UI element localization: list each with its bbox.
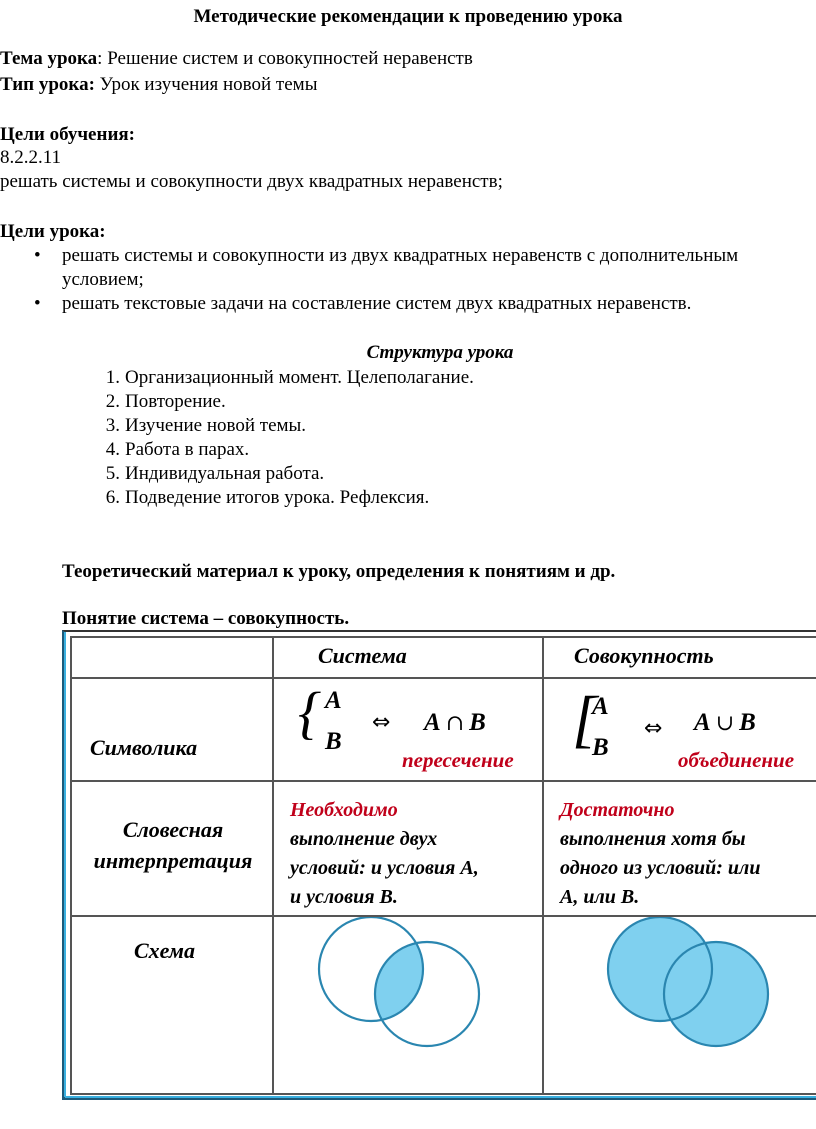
structure-num-6: 6.	[105, 487, 120, 508]
document-title: Методические рекомендации к проведению урока	[193, 6, 623, 27]
structure-item-2: Повторение.	[125, 391, 226, 412]
learning-goals-heading: Цели обучения:	[0, 124, 135, 145]
structure-item-1: Организационный момент. Целеполагание.	[125, 367, 474, 388]
system-note: пересечение	[402, 748, 514, 772]
row-label-interpretation: Словесная интерпретация	[93, 817, 253, 873]
system-brace-icon: {	[298, 680, 322, 745]
learning-goal-text: решать системы и совокупности двух квадратных неравенств;	[0, 171, 503, 192]
topic-line	[0, 48, 473, 70]
topic-sep: :	[97, 48, 103, 69]
equivalence-arrow-icon: ⇔	[372, 710, 391, 735]
col-header-union: Совокупность	[574, 643, 714, 668]
lesson-type-label: Тип урока:	[0, 74, 95, 95]
structure-num-1: 1.	[105, 367, 120, 388]
lesson-goal-1-line1: решать системы и совокупности из двух квадратных неравенств с дополнительным	[62, 245, 739, 266]
union-note: объединение	[678, 748, 795, 772]
table-row-divider	[70, 677, 816, 679]
structure-num-3: 3.	[105, 415, 120, 436]
union-bracket-icon: [	[572, 683, 597, 754]
lesson-type-value: Урок изучения новой темы	[94, 74, 318, 95]
system-interpretation: Необходимо выполнение двух условий: и условия А, и условия В.	[290, 796, 479, 912]
structure-item-4: Работа в парах.	[125, 439, 250, 460]
row-label-symbolics: Символика	[90, 735, 198, 760]
structure-item-6: Подведение итогов урока. Рефлексия.	[125, 487, 430, 508]
system-var-a: A	[325, 687, 342, 714]
concept-heading: Понятие система – совокупность.	[62, 608, 350, 629]
bullet-icon: •	[34, 293, 41, 314]
union-key-term: Достаточно	[560, 799, 675, 821]
venn-intersection-diagram	[274, 917, 542, 1093]
row-label-schema: Схема	[134, 938, 195, 963]
col-header-system: Система	[318, 643, 407, 668]
bullet-icon: •	[34, 245, 41, 266]
structure-heading: Структура урока	[366, 342, 514, 363]
union-var-a: A	[592, 693, 609, 720]
structure-num-2: 2.	[105, 391, 120, 412]
structure-item-3: Изучение новой темы.	[125, 415, 307, 436]
theory-heading: Теоретический материал к уроку, определения к понятиям и др.	[62, 561, 616, 582]
topic-value: Решение систем и совокупностей неравенств	[102, 48, 473, 69]
venn-union-diagram	[544, 917, 816, 1093]
union-var-b: B	[592, 734, 609, 761]
table-row-divider	[70, 780, 816, 782]
structure-item-5: Индивидуальная работа.	[125, 463, 325, 484]
topic-label: Тема урока	[0, 48, 98, 69]
union-icon: ∪	[715, 711, 735, 736]
lesson-goals-heading: Цели урока:	[0, 221, 106, 242]
equivalence-arrow-icon: ⇔	[644, 716, 663, 741]
lesson-type-line	[0, 74, 317, 96]
learning-goal-code: 8.2.2.11	[0, 147, 62, 168]
structure-num-4: 4.	[105, 439, 120, 460]
lesson-goal-1-line2: условием;	[62, 269, 144, 290]
intersection-icon: ∩	[445, 711, 465, 736]
union-interpretation: Достаточно выполнения хотя бы одного из условий: или А, или В.	[560, 796, 760, 912]
system-expression: A ∩ B	[424, 709, 486, 736]
lesson-goal-2: решать текстовые задачи на составление систем двух квадратных неравенств.	[62, 293, 692, 314]
structure-num-5: 5.	[105, 463, 120, 484]
system-key-term: Необходимо	[290, 799, 398, 821]
union-expression: A ∪ B	[694, 709, 756, 736]
system-var-b: B	[325, 728, 342, 755]
